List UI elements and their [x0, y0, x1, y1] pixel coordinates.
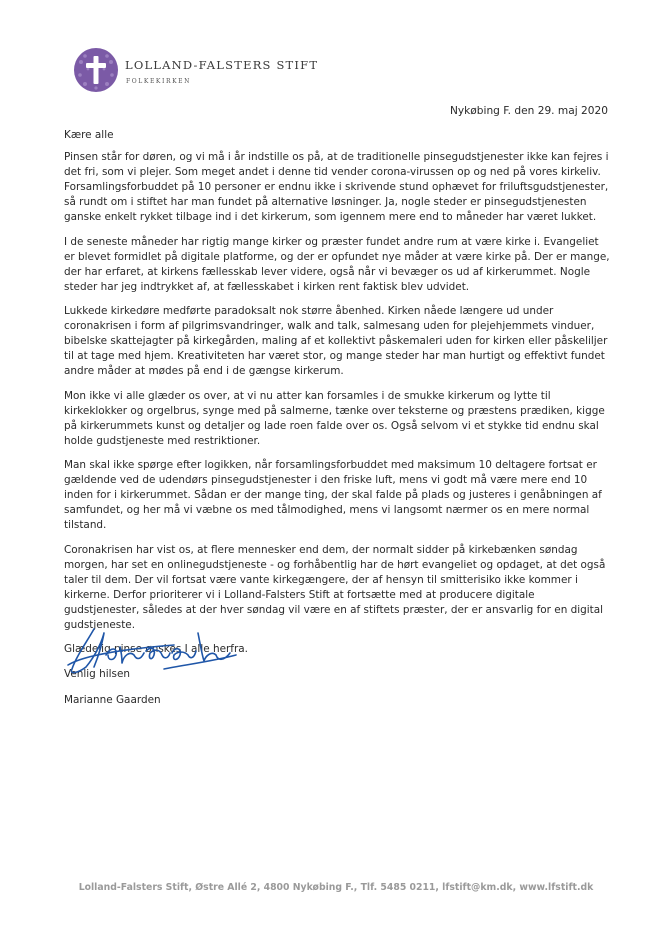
salutation: Kære alle: [64, 129, 114, 141]
diocese-name: LOLLAND-FALSTERS STIFT: [125, 58, 319, 72]
paragraph-5: Man skal ikke spørge efter logikken, når forsamlingsforbuddet med maksimum 10 deltagere fortsat er gældende ved de udendørs pinsegudstjenester i den friske luft, mens vi godt må være mere end 10 inden for i kirkerummet. Sådan er der mange ting, der skal falde på plads og justeres i genåbningen af samfundet, og her må vi væbne os med tålmodighed, mens vi langsomt nærmer os en mere normal tilstand.: [64, 459, 602, 531]
paragraph-6: Coronakrisen har vist os, at flere mennesker end dem, der normalt sidder på kirkebænken søndag morgen, har set en onlinegudstjeneste - og forhåbentlig har de hørt evangeliet og opdaget, at det også taler til dem. Der vil fortsat være vante kirkegængere, der af hensyn til smitterisiko ikke kommer i kirkerne. Derfor prioriterer vi i Lolland-Falsters Stift at fortsætte med at producere digitale gudstjenester, således at der hver søndag vil være en af stiftets præster, der er ansvarlig for en digital gudstjeneste.: [64, 543, 606, 631]
diocese-seal-icon: [73, 47, 119, 93]
signer-name: Marianne Gaarden: [64, 694, 161, 706]
letter-date: Nykøbing F. den 29. maj 2020: [449, 105, 608, 117]
paragraph-2: I de seneste måneder har rigtig mange kirker og præster fundet andre rum at være kirke i. Evangeliet er blevet formidlet på digitale platforme, og der er opfundet nye måder at være kirke på. Der er mange, der har erfaret, at kirkens fællesskab lever videre, også når vi bevæger os ud af kirkerummet. Nogle steder har jeg indtrykket af, at fællesskabet i kirken rent faktisk blev udvidet.: [64, 235, 610, 293]
paragraph-1: Pinsen står for døren, og vi må i år indstille os på, at de traditionelle pinsegudstjenester ikke kan fejres i det fri, som vi plejer. Som meget andet i denne tid vender corona-virussen op og ned på vores kirkeliv. Forsamlingsforbuddet på 10 personer er endnu ikke i skrivende stund ophævet for friluftsgudstjenester, så rundt om i stiftet har man fundet på alternative løsninger. Ja, nogle steder er pinsegudstjenesten ganske enkelt rykket tilbage ind i det kirkerum, som igennem mere end to måneder har været lukket.: [64, 151, 609, 223]
paragraph-3: Lukkede kirkedøre medførte paradoksalt nok større åbenhed. Kirken nåede længere ud under coronakrisen i form af pilgrimsvandringer, walk and talk, salmesang uden for plejehjemmets vinduer, bibelske skattejagter på kirkegården, maling af et kollektivt påskemaleri uden for kirken eller påskeliljer til at tage med hjem. Kreativiteten har været stor, og mange steder har man hurtigt og effektivt fundet andre måder at mødes på end i de gængse kirkerum.: [64, 305, 608, 377]
paragraph-7: Glædelig pinse ønskes I alle herfra.: [64, 643, 248, 655]
diocese-logo: [73, 47, 333, 95]
footer-contact: Lolland-Falsters Stift, Østre Allé 2, 4800 Nykøbing F., Tlf. 5485 0211, lfstift@km.dk, www.lfstift.dk: [78, 882, 594, 893]
letter-body: [64, 128, 610, 691]
diocese-subtitle: FOLKEKIRKEN: [126, 78, 192, 85]
handwritten-signature: [64, 625, 244, 677]
paragraph-4: Mon ikke vi alle glæder os over, at vi nu atter kan forsamles i de smukke kirkerum og lytte til kirkeklokker og orgelbrus, synge med på salmerne, tænke over teksterne og præstens prædiken, kigge på kirkerummets kunst og detaljer og lade roen falde over os. Også selvom vi et stykke tid endnu skal holde gudstjeneste med restriktioner.: [64, 389, 605, 447]
closing: Venlig hilsen: [64, 667, 130, 680]
